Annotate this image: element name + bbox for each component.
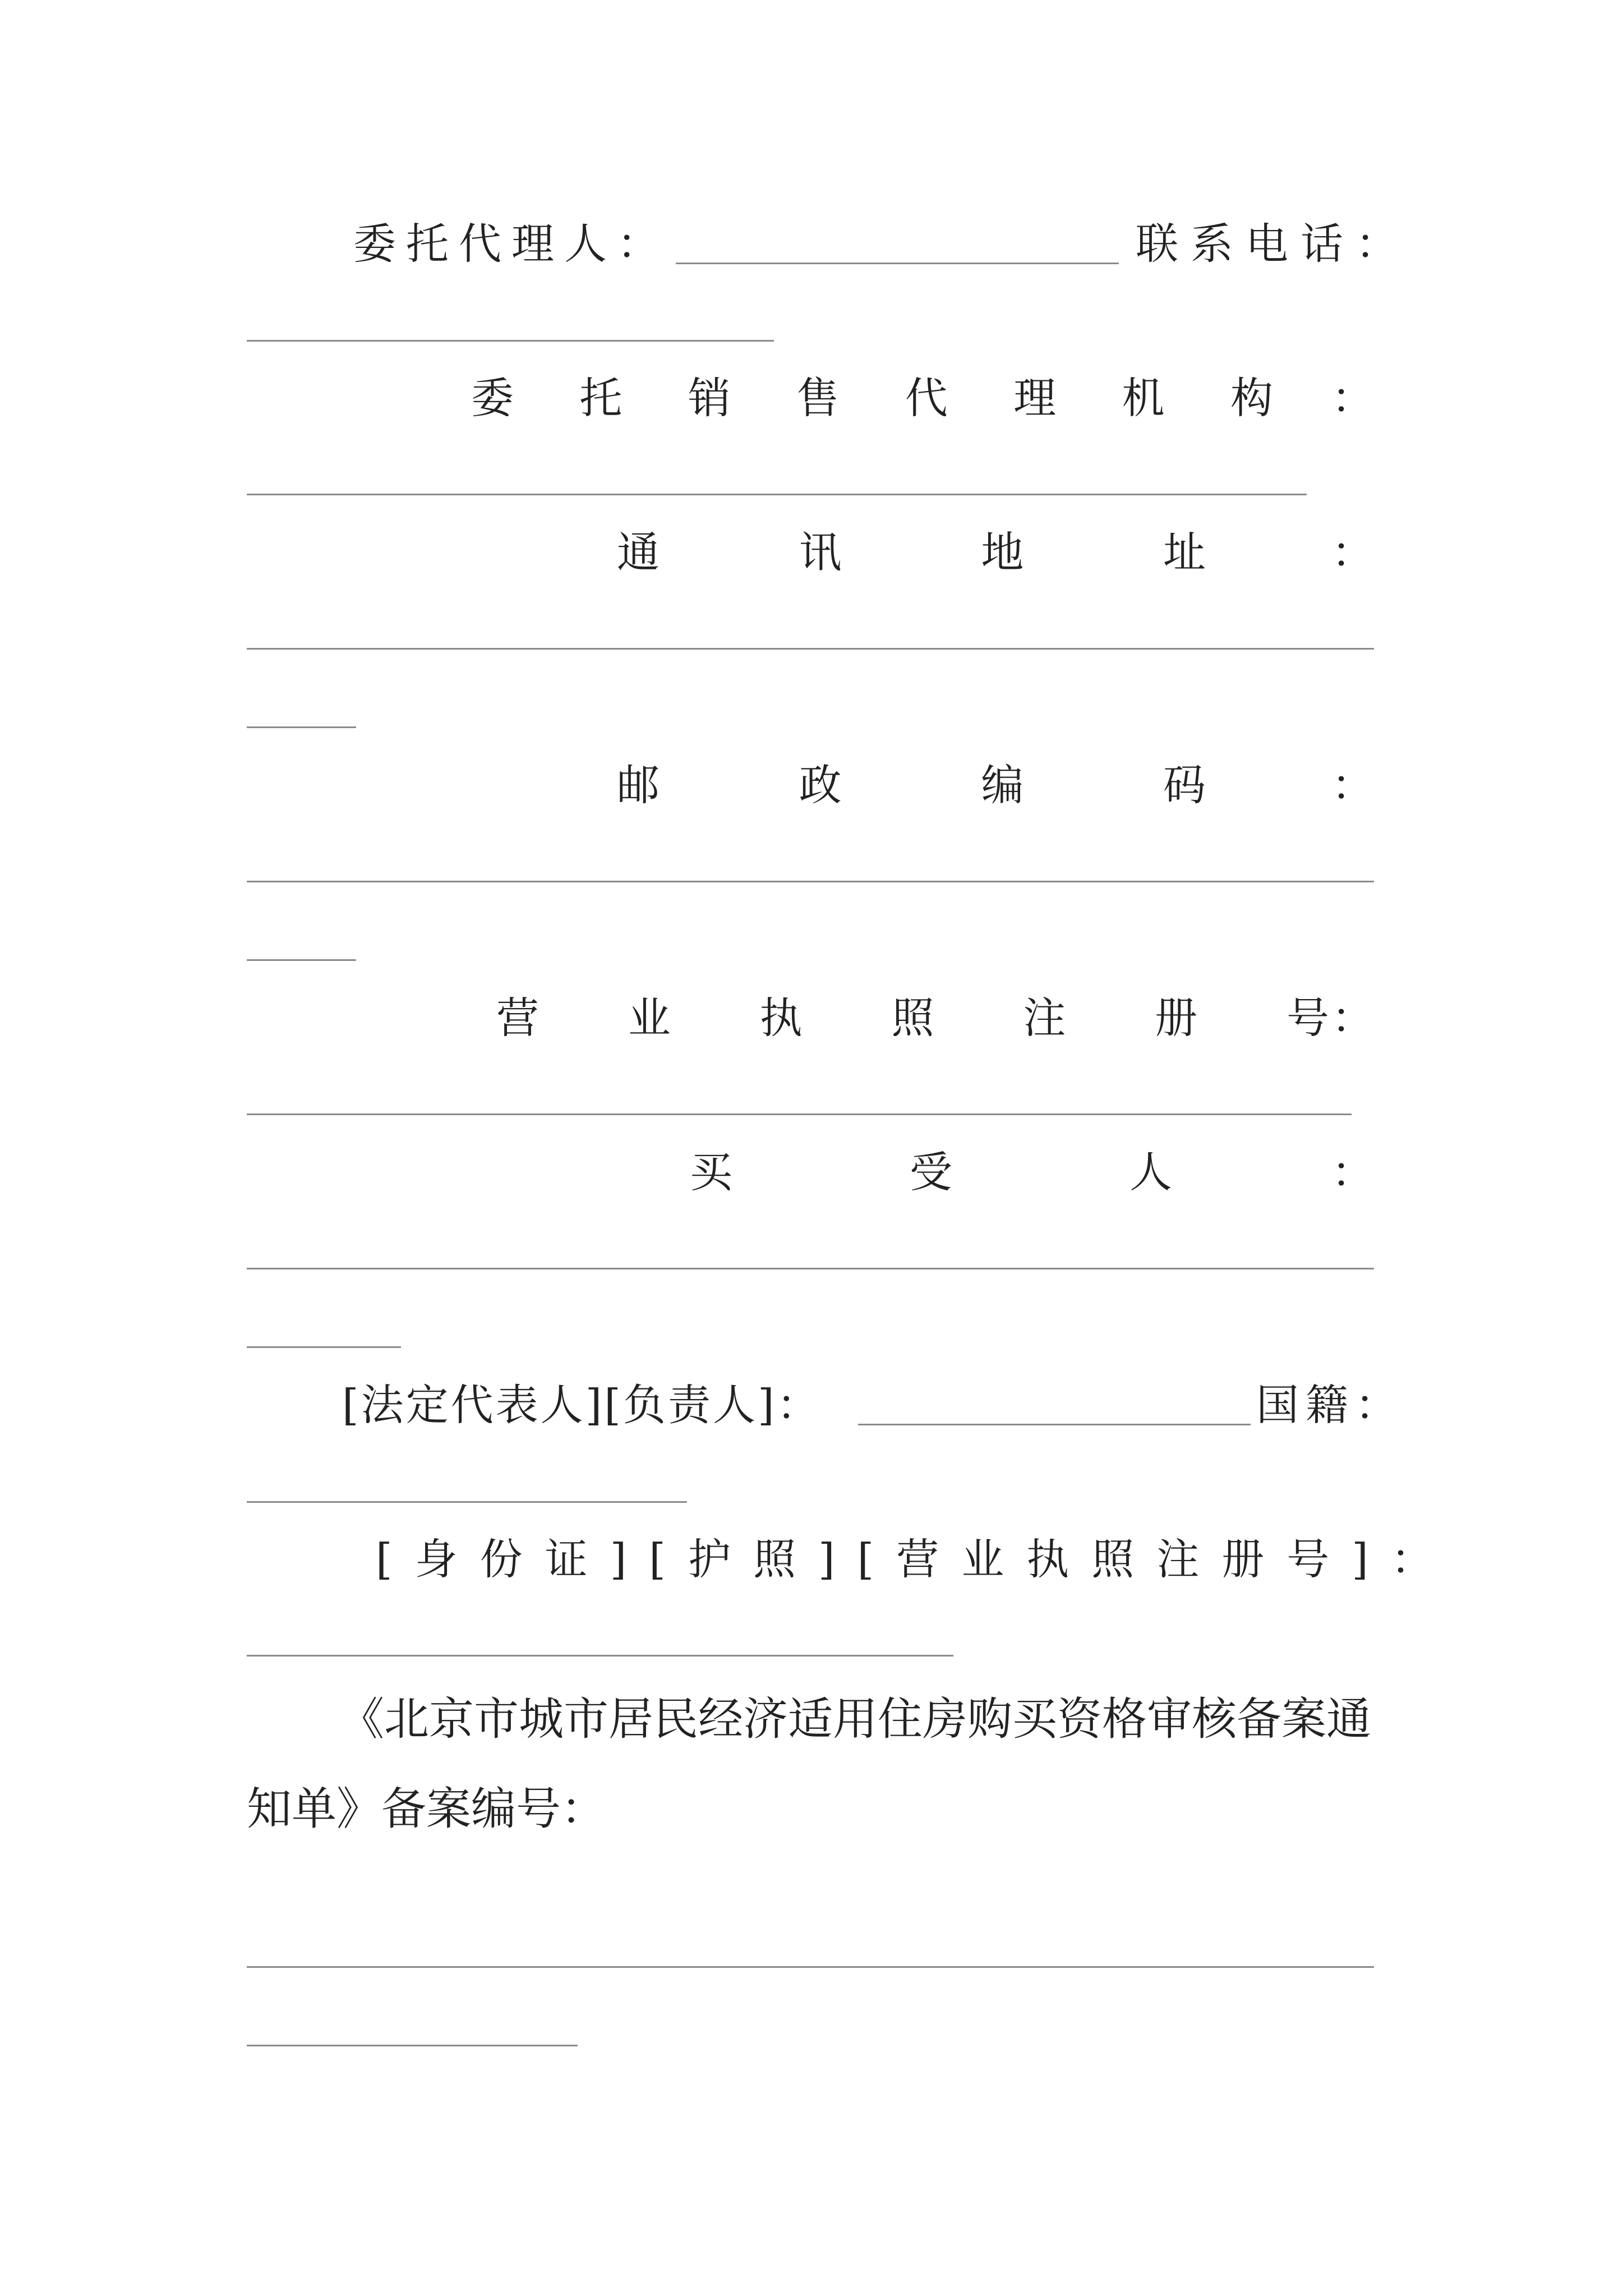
colon: ： xyxy=(1331,373,1374,423)
legal-rep-field[interactable] xyxy=(858,1424,1251,1425)
postcode-field-continuation[interactable] xyxy=(247,959,356,961)
address-row xyxy=(247,522,1374,583)
sales-agency-field[interactable] xyxy=(247,494,1307,495)
notice-paragraph xyxy=(247,1674,1391,1854)
postcode-row xyxy=(247,754,1374,816)
notice-text-line1: 《北京市城市居民经济适用住房购买资格审核备案通 xyxy=(339,1693,1371,1745)
agent-label: 委托代理人： xyxy=(353,219,670,269)
buyer-row xyxy=(247,1142,1374,1203)
address-field[interactable] xyxy=(247,648,1374,650)
legal-rep-label: [法定代表人][负责人]： xyxy=(342,1380,822,1430)
id-type-row xyxy=(247,1529,1456,1590)
phone-label: 联系电话： xyxy=(1136,219,1410,269)
notice-text-line2: 知单》备案编号： xyxy=(247,1783,606,1835)
nationality-label: 国籍： xyxy=(1256,1380,1404,1430)
colon: ： xyxy=(1331,527,1374,577)
buyer-label: 买 受 人 xyxy=(690,1147,1172,1197)
agent-field[interactable] xyxy=(676,263,1119,264)
buyer-field[interactable] xyxy=(247,1268,1374,1269)
notice-number-field[interactable] xyxy=(247,1966,1374,1968)
address-field-continuation[interactable] xyxy=(247,726,356,728)
id-number-field[interactable] xyxy=(247,1655,953,1657)
colon: ： xyxy=(1331,760,1374,810)
agent-row xyxy=(247,213,1410,275)
sales-agency-row xyxy=(247,367,1374,429)
sales-agency-label: 委 托 销 售 代 理 机 构 xyxy=(471,373,1273,423)
postcode-field[interactable] xyxy=(247,881,1374,882)
buyer-field-continuation[interactable] xyxy=(247,1346,401,1348)
address-label: 通 讯 地 址 xyxy=(617,527,1206,577)
id-type-label: [身份证][护照][营业执照注册号]： xyxy=(376,1534,1456,1584)
colon: ： xyxy=(1331,1147,1374,1197)
colon: ： xyxy=(1331,993,1374,1043)
phone-field[interactable] xyxy=(247,340,774,342)
postcode-label: 邮 政 编 码 xyxy=(617,760,1206,810)
license-field[interactable] xyxy=(247,1114,1352,1115)
legal-rep-row xyxy=(247,1374,1404,1436)
license-label: 营 业 执 照 注 册 号 xyxy=(496,993,1329,1043)
notice-number-field-continuation[interactable] xyxy=(247,2045,578,2046)
nationality-field[interactable] xyxy=(247,1501,687,1503)
license-row xyxy=(247,987,1374,1049)
